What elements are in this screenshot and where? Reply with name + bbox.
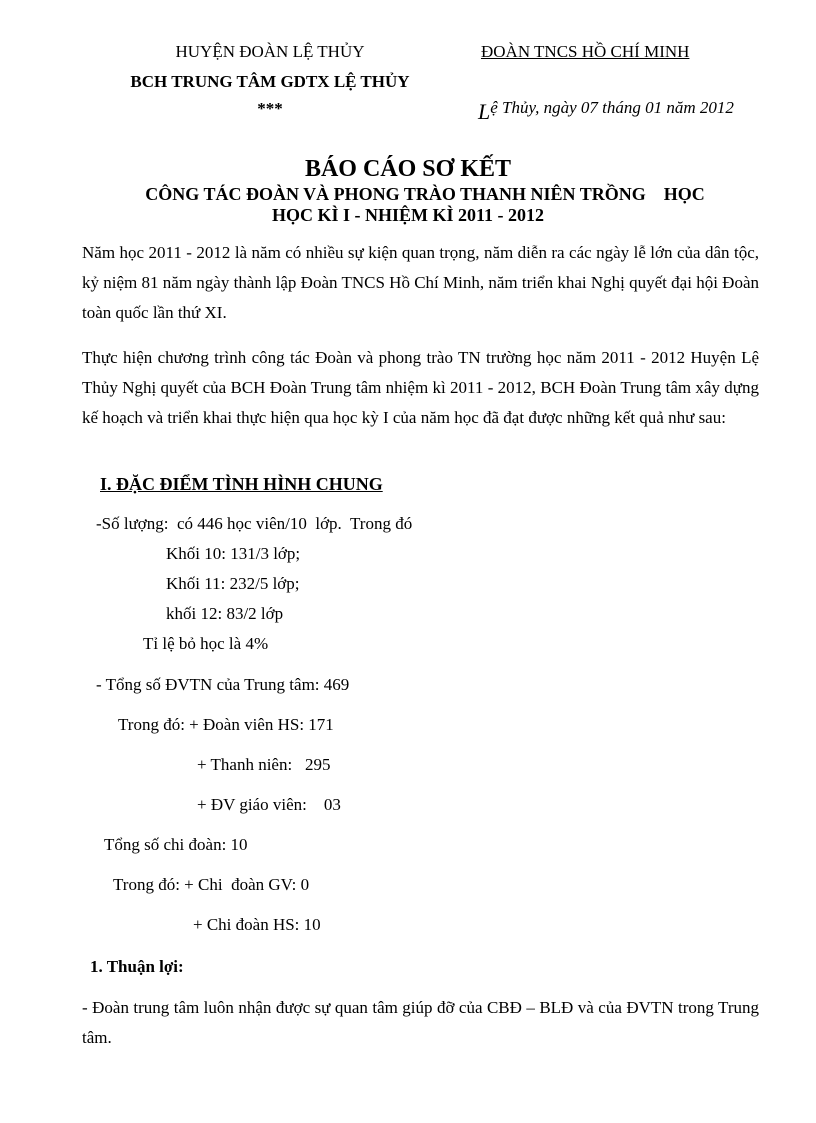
date-text: ệ Thủy, ngày 07 tháng 01 năm 2012 bbox=[490, 98, 734, 117]
stat-youth: + Thanh niên: 295 bbox=[197, 755, 331, 774]
stat-grade-11: Khối 11: 232/5 lớp; bbox=[166, 574, 300, 593]
advantages-paragraph: - Đoàn trung tâm luôn nhận được sự quan tâm giúp đỡ của CBĐ – BLĐ và của ĐVTN trong Trung tâm. bbox=[82, 998, 759, 1047]
stat-teacher-members: + ĐV giáo viên: 03 bbox=[197, 795, 341, 814]
report-title: BÁO CÁO SƠ KẾT bbox=[304, 156, 512, 182]
header-organization: ĐOÀN TNCS HỒ CHÍ MINH bbox=[481, 42, 690, 61]
header-center-committee: BCH TRUNG TÂM GDTX LỆ THỦY bbox=[130, 72, 410, 91]
header-district-union: HUYỆN ĐOÀN LỆ THỦY bbox=[175, 42, 365, 61]
stat-student-count: -Số lượng: có 446 học viên/10 lớp. Trong đó bbox=[96, 514, 413, 533]
implementation-paragraph: Thực hiện chương trình công tác Đoàn và phong trào TN trường học năm 2011 - 2012 Huyện Lệ Thủy Nghị quyết của BCH Đoàn Trung tâm nhiệm kì 2011 - 2012, BCH Đoàn Trung tâm xây dựng kế hoạch và triển khai thực hiện qua học kỳ I của năm học đã đạt được những kết quả như sau: bbox=[82, 348, 759, 427]
section-heading-general-situation: I. ĐẶC ĐIỂM TÌNH HÌNH CHUNG bbox=[100, 474, 383, 494]
stat-grade-10: Khối 10: 131/3 lớp; bbox=[166, 544, 301, 563]
stat-student-branches: + Chi đoàn HS: 10 bbox=[193, 915, 321, 934]
report-subtitle: CÔNG TÁC ĐOÀN VÀ PHONG TRÀO THANH NIÊN TRỒNG HỌC bbox=[145, 184, 705, 204]
document-date bbox=[478, 98, 734, 125]
stat-teacher-branches: Trong đó: + Chi đoàn GV: 0 bbox=[113, 875, 310, 894]
stat-grade-12: khối 12: 83/2 lớp bbox=[166, 604, 284, 623]
stat-total-branches: Tổng số chi đoàn: 10 bbox=[104, 835, 248, 854]
date-prefix: L bbox=[478, 99, 491, 124]
intro-paragraph: Năm học 2011 - 2012 là năm có nhiều sự kiện quan trọng, năm diễn ra các ngày lễ lớn của dân tộc, kỷ niệm 81 năm ngày thành lập Đoàn TNCS Hồ Chí Minh, năm triển khai Nghị quyết đại hội Đoàn toàn quốc lần thứ XI. bbox=[82, 243, 759, 322]
subsection-heading-advantages: 1. Thuận lợi: bbox=[90, 957, 184, 976]
report-term: HỌC KÌ I - NHIỆM KÌ 2011 - 2012 bbox=[271, 205, 544, 225]
stat-total-members: - Tổng số ĐVTN của Trung tâm: 469 bbox=[96, 675, 350, 694]
stat-student-members: Trong đó: + Đoàn viên HS: 171 bbox=[118, 715, 334, 734]
header-separator-stars: *** bbox=[257, 99, 283, 118]
stat-dropout-rate: Tỉ lệ bỏ học là 4% bbox=[143, 634, 269, 653]
